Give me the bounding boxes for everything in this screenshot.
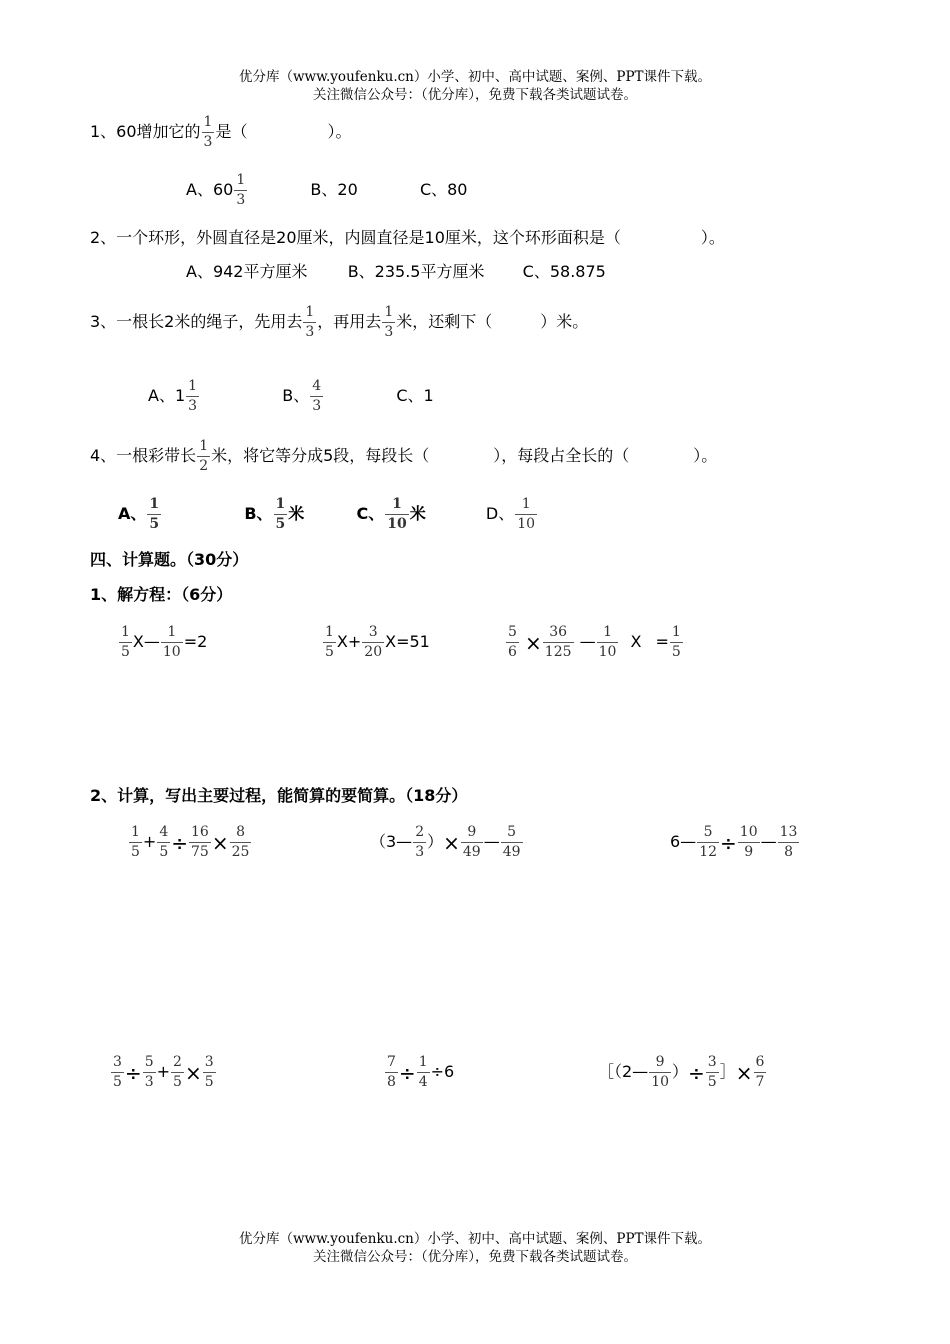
- fraction: $\frac{1}{10}$: [517, 496, 536, 532]
- fraction: $\frac{1}{5}$: [131, 824, 140, 860]
- fraction: $\frac{1}{5}$: [149, 496, 160, 532]
- fraction: $\frac{1}{3}$: [188, 378, 198, 414]
- calc-3: 6— $\frac{5}{12}$ ÷ $\frac{10}{9}$ — $\frac{13}{8}$: [670, 824, 798, 860]
- q4-option-d[interactable]: D、 $\frac{1}{10}$: [485, 496, 536, 532]
- fraction: $\frac{4}{5}$: [159, 824, 169, 860]
- fraction: $\frac{5}{49}$: [502, 824, 521, 860]
- calc-4: $\frac{3}{5}$ ÷ $\frac{5}{3}$ + $\frac{2}{5}$ × $\frac{3}{5}$: [113, 1054, 214, 1090]
- fraction: $\frac{3}{5}$: [113, 1054, 122, 1090]
- fraction: $\frac{1}{10}$: [162, 624, 181, 660]
- q3-option-c[interactable]: C、1: [396, 386, 434, 405]
- equation-1: $\frac{1}{5}$ X— $\frac{1}{10}$ =2: [121, 624, 208, 660]
- q2-option-a[interactable]: A、942平方厘米: [186, 262, 308, 281]
- q1-text-post: 是（ ）。: [215, 122, 352, 141]
- q1-option-b[interactable]: B、20: [310, 180, 358, 199]
- fraction: $\frac{1}{10}$: [387, 496, 407, 532]
- calc-6: ［（2— $\frac{9}{10}$ ）÷ $\frac{3}{5}$ ］× $\frac{6}{7}$: [598, 1054, 765, 1090]
- fraction: $\frac{1}{3}$: [236, 172, 246, 208]
- q4-option-a[interactable]: A、 $\frac{1}{5}$: [118, 496, 160, 532]
- fraction: $\frac{2}{3}$: [415, 824, 425, 860]
- header-line-1: 优分库（www.youfenku.cn）小学、初中、高中试题、案例、PPT课件下载。: [238, 69, 712, 85]
- q1-option-c[interactable]: C、80: [419, 180, 468, 199]
- fraction: $\frac{7}{8}$: [387, 1054, 396, 1090]
- q3-option-b[interactable]: B、 $\frac{4}{3}$: [282, 378, 322, 414]
- fraction: $\frac{1}{3}$: [203, 114, 213, 150]
- section-title: 四、计算题。（30分）: [90, 550, 249, 569]
- fraction: $\frac{1}{3}$: [305, 304, 315, 340]
- fraction: $\frac{3}{5}$: [707, 1054, 717, 1090]
- fraction: $\frac{9}{49}$: [462, 824, 481, 860]
- q4-options: [118, 496, 538, 533]
- fraction: $\frac{1}{4}$: [418, 1054, 428, 1090]
- q1-text-pre: 1、60增加它的: [90, 122, 201, 141]
- equation-3: $\frac{5}{6}$ × $\frac{36}{125}$ — $\frac{1}{10}$ X = $\frac{1}{5}$: [508, 624, 681, 660]
- q2-option-c[interactable]: C、58.875: [522, 262, 606, 281]
- fraction: $\frac{6}{7}$: [755, 1054, 765, 1090]
- q4-option-b[interactable]: B、 $\frac{1}{5}$ 米: [244, 496, 305, 532]
- question-3: 3、一根长2米的绳子，先用去 $\frac{1}{3}$ ，再用去 $\frac{1}{3}$ 米，还剩下（ ）米。: [90, 304, 589, 340]
- fraction: $\frac{1}{5}$: [671, 624, 681, 660]
- fraction: $\frac{5}{6}$: [508, 624, 517, 660]
- q1-option-a[interactable]: A、60 $\frac{1}{3}$: [186, 172, 246, 208]
- fraction: $\frac{2}{5}$: [173, 1054, 182, 1090]
- fraction: $\frac{36}{125}$: [544, 624, 572, 660]
- fraction: $\frac{3}{5}$: [204, 1054, 214, 1090]
- footer-line-2: 关注微信公众号：（优分库），免费下载各类试题试卷。: [313, 1249, 637, 1265]
- q2-option-b[interactable]: B、235.5平方厘米: [347, 262, 485, 281]
- page-footer: [0, 1230, 950, 1266]
- q4-option-c[interactable]: C、 $\frac{1}{10}$ 米: [356, 496, 426, 532]
- fraction: $\frac{3}{20}$: [364, 624, 383, 660]
- fraction: $\frac{9}{10}$: [651, 1054, 670, 1090]
- equations-title: 1、解方程：（6分）: [90, 585, 233, 604]
- calc-title: 2、计算，写出主要过程，能简算的要简算。（18分）: [90, 786, 468, 805]
- question-1: [90, 114, 351, 151]
- fraction: $\frac{5}{3}$: [144, 1054, 154, 1090]
- header-line-2: 关注微信公众号：（优分库），免费下载各类试题试卷。: [313, 87, 637, 103]
- fraction: $\frac{10}{9}$: [739, 824, 758, 860]
- page-header: [0, 68, 950, 104]
- equation-2: $\frac{1}{5}$ X+ $\frac{3}{20}$ X=51: [325, 624, 430, 660]
- fraction: $\frac{1}{5}$: [325, 624, 334, 660]
- fraction: $\frac{1}{3}$: [384, 304, 394, 340]
- calc-2: （3— $\frac{2}{3}$ ）× $\frac{9}{49}$ — $\frac{5}{49}$: [370, 824, 521, 860]
- fraction: $\frac{1}{5}$: [275, 496, 286, 532]
- q3-option-a[interactable]: A、1 $\frac{1}{3}$: [148, 378, 198, 414]
- fraction: $\frac{8}{25}$: [231, 824, 250, 860]
- q3-options: [148, 378, 434, 415]
- q2-options: [186, 262, 606, 282]
- fraction: $\frac{16}{75}$: [191, 824, 209, 860]
- fraction: $\frac{4}{3}$: [312, 378, 322, 414]
- fraction: $\frac{13}{8}$: [779, 824, 798, 860]
- calc-1: $\frac{1}{5}$ + $\frac{4}{5}$ ÷ $\frac{16}{75}$ × $\frac{8}{25}$: [131, 824, 250, 860]
- footer-line-1: 优分库（www.youfenku.cn）小学、初中、高中试题、案例、PPT课件下载。: [238, 1231, 712, 1247]
- fraction: $\frac{5}{12}$: [699, 824, 718, 860]
- fraction: $\frac{1}{10}$: [598, 624, 617, 660]
- question-4: 4、一根彩带长 $\frac{1}{2}$ 米，将它等分成5段，每段长（ ），每段占全长的（ ）。: [90, 438, 718, 474]
- question-2: 2、一个环形，外圆直径是20厘米，内圆直径是10厘米，这个环形面积是（ ）。: [90, 228, 725, 247]
- calc-5: $\frac{7}{8}$ ÷ $\frac{1}{4}$ ÷6: [387, 1054, 455, 1090]
- fraction: $\frac{1}{2}$: [199, 438, 209, 474]
- q1-options: [186, 172, 468, 209]
- fraction: $\frac{1}{5}$: [121, 624, 130, 660]
